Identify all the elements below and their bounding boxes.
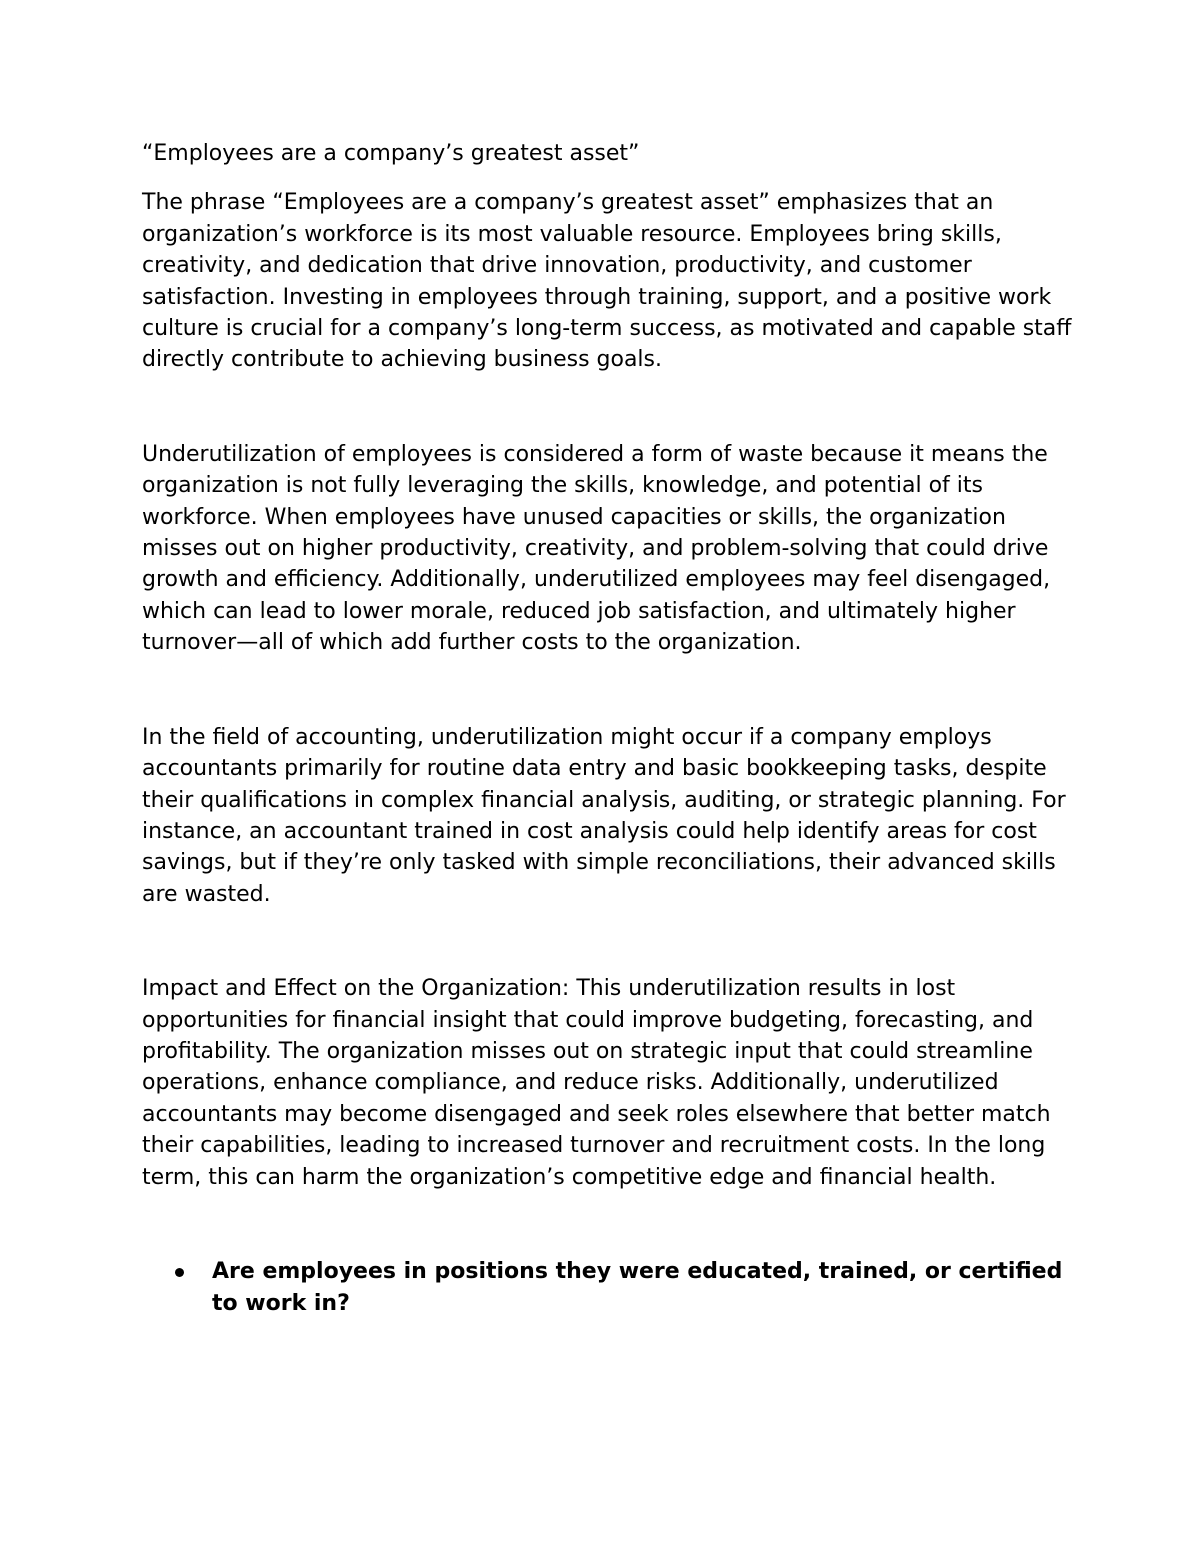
paragraph-impact-effect: Impact and Effect on the Organization: This underutilization results in lost opportunities for financial insight that could improve budgeting, forecasting, and profitability. The organization misses out on strategic input that could streamline operations, enhance compliance, and reduce risks. Additionally, underutilized accountants may become disengaged and seek roles elsewhere that better match their capabilities, leading to increased turnover and recruitment costs. In the long term, this can harm the organization’s competitive edge and financial health.	[142, 976, 1051, 1190]
paragraph-spacer	[142, 910, 1072, 973]
bullet-item	[142, 1256, 1072, 1320]
document-page	[142, 138, 1072, 1320]
paragraph-spacer	[142, 376, 1072, 439]
paragraph-spacer	[142, 659, 1072, 722]
paragraph-accounting-example: In the field of accounting, underutilization might occur if a company employs accountants primarily for routine data entry and basic bookkeeping tasks, despite their qualifications in complex financial analysis, auditing, or strategic planning. For instance, an accountant trained in cost analysis could help identify areas for cost savings, but if they’re only tasked with simple reconciliations, their advanced skills are wasted.	[142, 724, 1066, 907]
bullet-list	[142, 1256, 1072, 1320]
paragraph-spacer	[142, 1193, 1072, 1256]
paragraph-asset-phrase: The phrase “Employees are a company’s greatest asset” emphasizes that an organization’s workforce is its most valuable resource. Employees bring skills, creativity, and dedication that drive innovation, productivity, and customer satisfaction. Investing in employees through training, support, and a positive work culture is crucial for a company’s long-term success, as motivated and capable staff directly contribute to achieving business goals.	[142, 190, 1072, 373]
paragraph-underutilization-waste: Underutilization of employees is considered a form of waste because it means the organization is not fully leveraging the skills, knowledge, and potential of its workforce. When employees have unused capacities or skills, the organization misses out on higher productivity, creativity, and problem-solving that could drive growth and efficiency. Additionally, underutilized employees may feel disengaged, which can lead to lower morale, reduced job satisfaction, and ultimately higher turnover—all of which add further costs to the organization.	[142, 441, 1051, 656]
bullet-dot-icon	[175, 1268, 184, 1277]
bullet-text: Are employees in positions they were educated, trained, or certified to work in?	[212, 1258, 1063, 1316]
document-title: “Employees are a company’s greatest asset”	[142, 141, 640, 166]
